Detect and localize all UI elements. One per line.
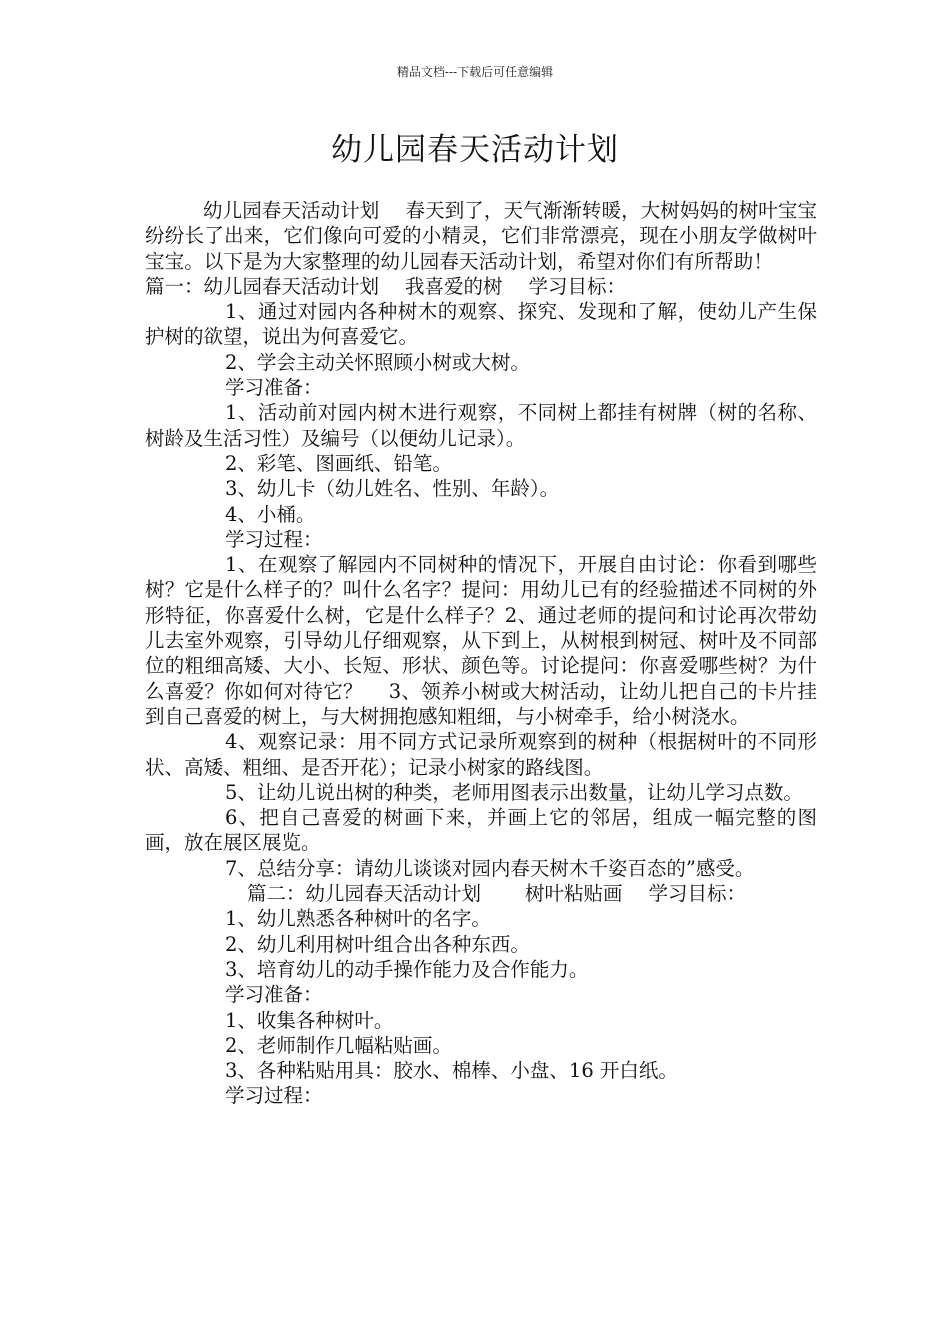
page-header: 精品文档---下载后可任意编辑 [396, 65, 554, 79]
section1-process-4: 4、观察记录：用不同方式记录所观察到的树种（根据树叶的不同形状、高矮、粗细、是否开花）；记录小树家的路线图。 [145, 730, 817, 779]
section1-goals-label: 学习目标： [528, 274, 627, 298]
page-title: 幼儿园春天活动计划 [331, 132, 619, 168]
section2-prep-3: 3、各种粘贴用具：胶水、棉棒、小盘、16 开白纸。 [225, 1059, 678, 1083]
intro-title: 幼儿园春天活动计划 [203, 199, 380, 222]
document-body [145, 198, 817, 1109]
section1-heading: 篇一：幼儿园春天活动计划 [145, 274, 380, 298]
section1-prep-2: 2、彩笔、图画纸、铅笔。 [225, 451, 452, 475]
section2-subtitle: 树叶粘贴画 [525, 882, 623, 906]
section1-prep-label: 学习准备： [225, 376, 323, 400]
section2-heading [145, 881, 817, 906]
section2-goal-2: 2、幼儿利用树叶组合出各种东西。 [225, 932, 530, 956]
section2-goals-label: 学习目标： [648, 882, 747, 906]
section1-subtitle: 我喜爱的树 [405, 274, 503, 298]
section1-process-7: 7、总结分享：请幼儿谈谈对园内春天树木千姿百态的”感受。 [225, 856, 755, 880]
section1-goal-1: 1、通过对园内各种树木的观察、探究、发现和了解，使幼儿产生保护树的欲望，说出为何喜爱它。 [145, 300, 817, 349]
section1-process-5: 5、让幼儿说出树的种类，老师用图表示出数量，让幼儿学习点数。 [225, 780, 803, 804]
section1-prep-4: 4、小桶。 [225, 502, 316, 526]
section1-prep-1: 1、活动前对园内树木进行观察，不同树上都挂有树牌（树的名称、树龄及生活习性）及编号（以便幼儿记录）。 [145, 401, 817, 450]
section1-process-6: 6、把自己喜爱的树画下来，并画上它的邻居，组成一幅完整的图画，放在展区展览。 [145, 806, 817, 855]
section2-goal-1: 1、幼儿熟悉各种树叶的名字。 [225, 907, 491, 931]
section1-goal-2: 2、学会主动关怀照顾小树或大树。 [225, 350, 530, 374]
section2-title: 篇二：幼儿园春天活动计划 [247, 882, 482, 906]
section1-process-3-text: 3、领养小树或大树活动，让幼儿把自己的卡片挂到自己喜爱的树上，与大树拥抱感知粗细，与小树牵手，给小树浇水。 [145, 679, 817, 728]
section1-prep-3: 3、幼儿卡（幼儿姓名、性别、年龄）。 [225, 477, 560, 501]
section1-process-1-3 [145, 552, 817, 729]
section1-process-1-2-text: 1、在观察了解园内不同树种的情况下，开展自由讨论：你看到哪些树？它是什么样子的？叫什么名字？提问：用幼儿已有的经验描述不同树的外形特征，你喜爱什么树，它是什么样子？2、通过老师的提问和讨论再次带幼儿去室外观察，引导幼儿仔细观察，从下到上，从树根到树冠、树叶及不同部位的粗细高矮、大小、长短、形状、颜色等。讨论提问：你喜爱哪些树？为什么喜爱？你如何对待它？ [145, 553, 817, 703]
intro-text: 春天到了，天气渐渐转暖，大树妈妈的树叶宝宝纷纷长了出来，它们像向可爱的小精灵，它们非常漂亮，现在小朋友学做树叶宝宝。以下是为大家整理的幼儿园春天活动计划，希望对你们有所帮助！ [145, 199, 817, 273]
section2-prep-label: 学习准备： [225, 983, 323, 1007]
intro-paragraph [145, 198, 817, 299]
section2-goal-3: 3、培育幼儿的动手操作能力及合作能力。 [225, 957, 589, 981]
section1-process-label: 学习过程： [225, 527, 323, 551]
section2-prep-2: 2、老师制作几幅粘贴画。 [225, 1033, 452, 1057]
section2-prep-1: 1、收集各种树叶。 [225, 1008, 394, 1032]
section2-process-label: 学习过程： [225, 1084, 323, 1108]
